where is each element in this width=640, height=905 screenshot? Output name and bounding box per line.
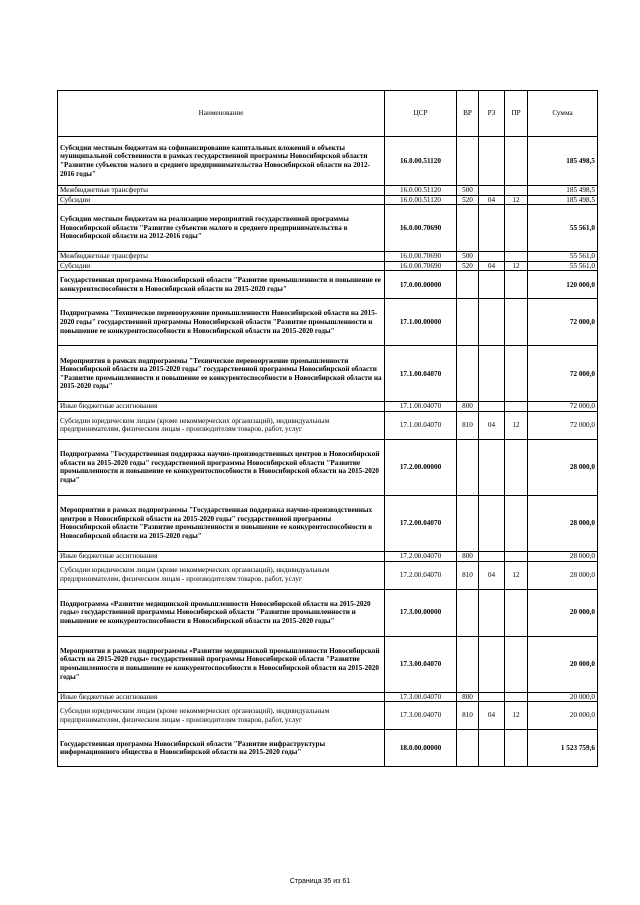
cell-name: Субсидии местным бюджетам на реализацию мероприятий государственной программы Новосибирской области "Развитие субъектов малого и среднего предпринимательства в Новосибирской области на 2012-2016 годы": [58, 205, 385, 252]
table-row: [58, 692, 598, 702]
cell-vr: 520: [457, 261, 479, 271]
cell-pr: [505, 439, 528, 495]
cell-sum: 185 498,5: [528, 186, 598, 196]
cell-sum: 28 000,0: [528, 495, 598, 551]
cell-csr: 17.3.00.04070: [385, 692, 457, 702]
cell-csr: 18.0.00.00000: [385, 730, 457, 767]
cell-csr: 17.2.00.04070: [385, 561, 457, 589]
table-row: [58, 551, 598, 561]
cell-csr: 17.2.00.00000: [385, 439, 457, 495]
table-row: [58, 561, 598, 589]
cell-pr: [505, 636, 528, 692]
budget-table: [57, 90, 598, 767]
cell-csr: 16.0.00.70690: [385, 205, 457, 252]
cell-pr: 12: [505, 261, 528, 271]
header-rz: РЗ: [479, 91, 505, 137]
cell-csr: 17.3.00.04070: [385, 636, 457, 692]
cell-csr: 16.0.00.70690: [385, 252, 457, 262]
table-row: [58, 702, 598, 730]
cell-rz: [479, 205, 505, 252]
cell-vr: [457, 589, 479, 636]
cell-rz: [479, 636, 505, 692]
cell-pr: [505, 589, 528, 636]
cell-csr: 17.1.00.04070: [385, 402, 457, 412]
cell-pr: [505, 551, 528, 561]
cell-name: Иные бюджетные ассигнования: [58, 692, 385, 702]
cell-sum: 20 000,0: [528, 692, 598, 702]
cell-name: Субсидии юридическим лицам (кроме некоммерческих организаций), индивидуальным предпринимателям, физическим лицам - производителям товаров, работ, услуг: [58, 702, 385, 730]
cell-pr: [505, 346, 528, 402]
cell-rz: 04: [479, 561, 505, 589]
table-row: [58, 730, 598, 767]
cell-vr: [457, 137, 479, 186]
cell-pr: [505, 299, 528, 346]
cell-rz: [479, 551, 505, 561]
cell-name: Иные бюджетные ассигнования: [58, 402, 385, 412]
cell-csr: 16.0.00.51120: [385, 186, 457, 196]
header-pr: ПР: [505, 91, 528, 137]
cell-vr: 500: [457, 186, 479, 196]
cell-pr: 12: [505, 702, 528, 730]
cell-name: Субсидии юридическим лицам (кроме некоммерческих организаций), индивидуальным предпринимателям, физическим лицам - производителям товаров, работ, услуг: [58, 561, 385, 589]
table-row: [58, 636, 598, 692]
cell-name: Межбюджетные трансферты: [58, 252, 385, 262]
cell-name: Подпрограмма "Государственная поддержка научно-производственных центров в Новосибирской области на 2015-2020 годы" государственной программы Новосибирской области "Развитие промышленности и повышение ее конкурентоспособности в Новосибирской области на 2015-2020 годы": [58, 439, 385, 495]
cell-csr: 17.2.00.04070: [385, 495, 457, 551]
cell-vr: 810: [457, 702, 479, 730]
cell-pr: [505, 252, 528, 262]
table-row: [58, 252, 598, 262]
cell-sum: 72 000,0: [528, 299, 598, 346]
cell-csr: 16.0.00.51120: [385, 195, 457, 205]
cell-rz: [479, 299, 505, 346]
header-row: [58, 91, 598, 137]
table-row: [58, 346, 598, 402]
cell-pr: [505, 186, 528, 196]
header-vr: ВР: [457, 91, 479, 137]
cell-pr: [505, 495, 528, 551]
cell-rz: 04: [479, 411, 505, 439]
cell-sum: 55 561,0: [528, 261, 598, 271]
cell-pr: [505, 205, 528, 252]
cell-vr: [457, 205, 479, 252]
cell-name: Иные бюджетные ассигнования: [58, 551, 385, 561]
table-row: [58, 402, 598, 412]
cell-sum: 20 000,0: [528, 702, 598, 730]
cell-rz: [479, 252, 505, 262]
cell-sum: 20 000,0: [528, 636, 598, 692]
cell-pr: [505, 137, 528, 186]
cell-rz: 04: [479, 702, 505, 730]
table-row: [58, 439, 598, 495]
cell-sum: 185 498,5: [528, 137, 598, 186]
cell-name: Государственная программа Новосибирской области "Развитие инфраструктуры информационного общества в Новосибирской области на 2015-2020 годы": [58, 730, 385, 767]
table-row: [58, 137, 598, 186]
cell-csr: 17.0.00.00000: [385, 271, 457, 299]
cell-sum: 185 498,5: [528, 195, 598, 205]
cell-pr: [505, 271, 528, 299]
cell-rz: 04: [479, 261, 505, 271]
cell-rz: [479, 495, 505, 551]
cell-sum: 120 000,0: [528, 271, 598, 299]
cell-pr: [505, 730, 528, 767]
cell-vr: 810: [457, 561, 479, 589]
cell-vr: [457, 299, 479, 346]
cell-vr: 520: [457, 195, 479, 205]
header-name: Наименование: [58, 91, 385, 137]
cell-pr: [505, 692, 528, 702]
cell-sum: 72 000,0: [528, 411, 598, 439]
cell-name: Мероприятия в рамках подпрограммы "Техническое перевооружение промышленности Новосибирской области на 2015-2020 годы" государственной программы Новосибирской области "Развитие промышленности и повышение ее конкурентоспособности в Новосибирской области на 2015-2020 годы": [58, 346, 385, 402]
cell-csr: 17.2.00.04070: [385, 551, 457, 561]
page-number: Страница 35 из 61: [289, 878, 351, 885]
header-csr: ЦСР: [385, 91, 457, 137]
cell-rz: [479, 137, 505, 186]
cell-name: Субсидии местным бюджетам на софинансирование капитальных вложений в объекты муниципальной собственности в рамках государственной программы Новосибирской области "Развитие субъектов малого и среднего предпринимательства Новосибирской области на 2012-2016 годы": [58, 137, 385, 186]
cell-sum: 55 561,0: [528, 205, 598, 252]
cell-vr: [457, 346, 479, 402]
cell-sum: 28 000,0: [528, 561, 598, 589]
table-row: [58, 261, 598, 271]
cell-name: Подпрограмма «Развитие медицинской промышленности Новосибирской области на 2015-2020 годы» государственной программы Новосибирской области "Развитие промышленности и повышение ее конкурентоспособности в Новосибирской области на 2015-2020 годы": [58, 589, 385, 636]
cell-rz: [479, 271, 505, 299]
cell-rz: [479, 730, 505, 767]
cell-csr: 16.0.00.51120: [385, 137, 457, 186]
cell-vr: [457, 495, 479, 551]
cell-name: Мероприятия в рамках подпрограммы "Государственная поддержка научно-производственных центров в Новосибирской области на 2015-2020 годы" государственной программы Новосибирской области "Развитие промышленности и повышение ее конкурентоспособности в Новосибирской области на 2015-2020 годы": [58, 495, 385, 551]
header-sum: Сумма: [528, 91, 598, 137]
cell-pr: [505, 402, 528, 412]
cell-sum: 72 000,0: [528, 402, 598, 412]
cell-pr: 12: [505, 411, 528, 439]
table-row: [58, 411, 598, 439]
table-row: [58, 495, 598, 551]
cell-sum: 28 000,0: [528, 439, 598, 495]
cell-csr: 17.1.00.04070: [385, 411, 457, 439]
cell-rz: 04: [479, 195, 505, 205]
table-row: [58, 205, 598, 252]
cell-csr: 17.1.00.04070: [385, 346, 457, 402]
cell-sum: 55 561,0: [528, 252, 598, 262]
cell-vr: [457, 730, 479, 767]
cell-pr: 12: [505, 561, 528, 589]
cell-rz: [479, 402, 505, 412]
cell-csr: 17.1.00.00000: [385, 299, 457, 346]
cell-name: Государственная программа Новосибирской области "Развитие промышленности и повышение ее конкурентоспособности в Новосибирской области на 2015-2020 годы": [58, 271, 385, 299]
cell-vr: [457, 271, 479, 299]
cell-rz: [479, 346, 505, 402]
cell-vr: [457, 439, 479, 495]
cell-vr: 810: [457, 411, 479, 439]
cell-vr: 800: [457, 551, 479, 561]
table-row: [58, 271, 598, 299]
cell-vr: [457, 636, 479, 692]
table-row: [58, 589, 598, 636]
cell-name: Межбюджетные трансферты: [58, 186, 385, 196]
cell-rz: [479, 692, 505, 702]
cell-sum: 1 523 759,6: [528, 730, 598, 767]
cell-pr: 12: [505, 195, 528, 205]
table-row: [58, 299, 598, 346]
cell-name: Субсидии: [58, 261, 385, 271]
cell-name: Подпрограмма "Техническое перевооружение промышленности Новосибирской области на 2015-2020 годы" государственной программы Новосибирской области "Развитие промышленности и повышение ее конкурентоспособности в Новосибирской области на 2015-2020 годы": [58, 299, 385, 346]
cell-vr: 800: [457, 692, 479, 702]
cell-vr: 800: [457, 402, 479, 412]
cell-name: Мероприятия в рамках подпрограммы «Развитие медицинской промышленности Новосибирской области на 2015-2020 годы» государственной программы Новосибирской области "Развитие промышленности и повышение ее конкурентоспособности в Новосибирской области на 2015-2020 годы": [58, 636, 385, 692]
table-row: [58, 195, 598, 205]
cell-vr: 500: [457, 252, 479, 262]
cell-csr: 16.0.00.70690: [385, 261, 457, 271]
cell-csr: 17.3.00.04070: [385, 702, 457, 730]
cell-sum: 72 000,0: [528, 346, 598, 402]
cell-rz: [479, 439, 505, 495]
cell-name: Субсидии юридическим лицам (кроме некоммерческих организаций), индивидуальным предпринимателям, физическим лицам - производителям товаров, работ, услуг: [58, 411, 385, 439]
cell-csr: 17.3.00.00000: [385, 589, 457, 636]
cell-rz: [479, 186, 505, 196]
cell-sum: 28 000,0: [528, 551, 598, 561]
cell-rz: [479, 589, 505, 636]
table-row: [58, 186, 598, 196]
cell-sum: 20 000,0: [528, 589, 598, 636]
cell-name: Субсидии: [58, 195, 385, 205]
